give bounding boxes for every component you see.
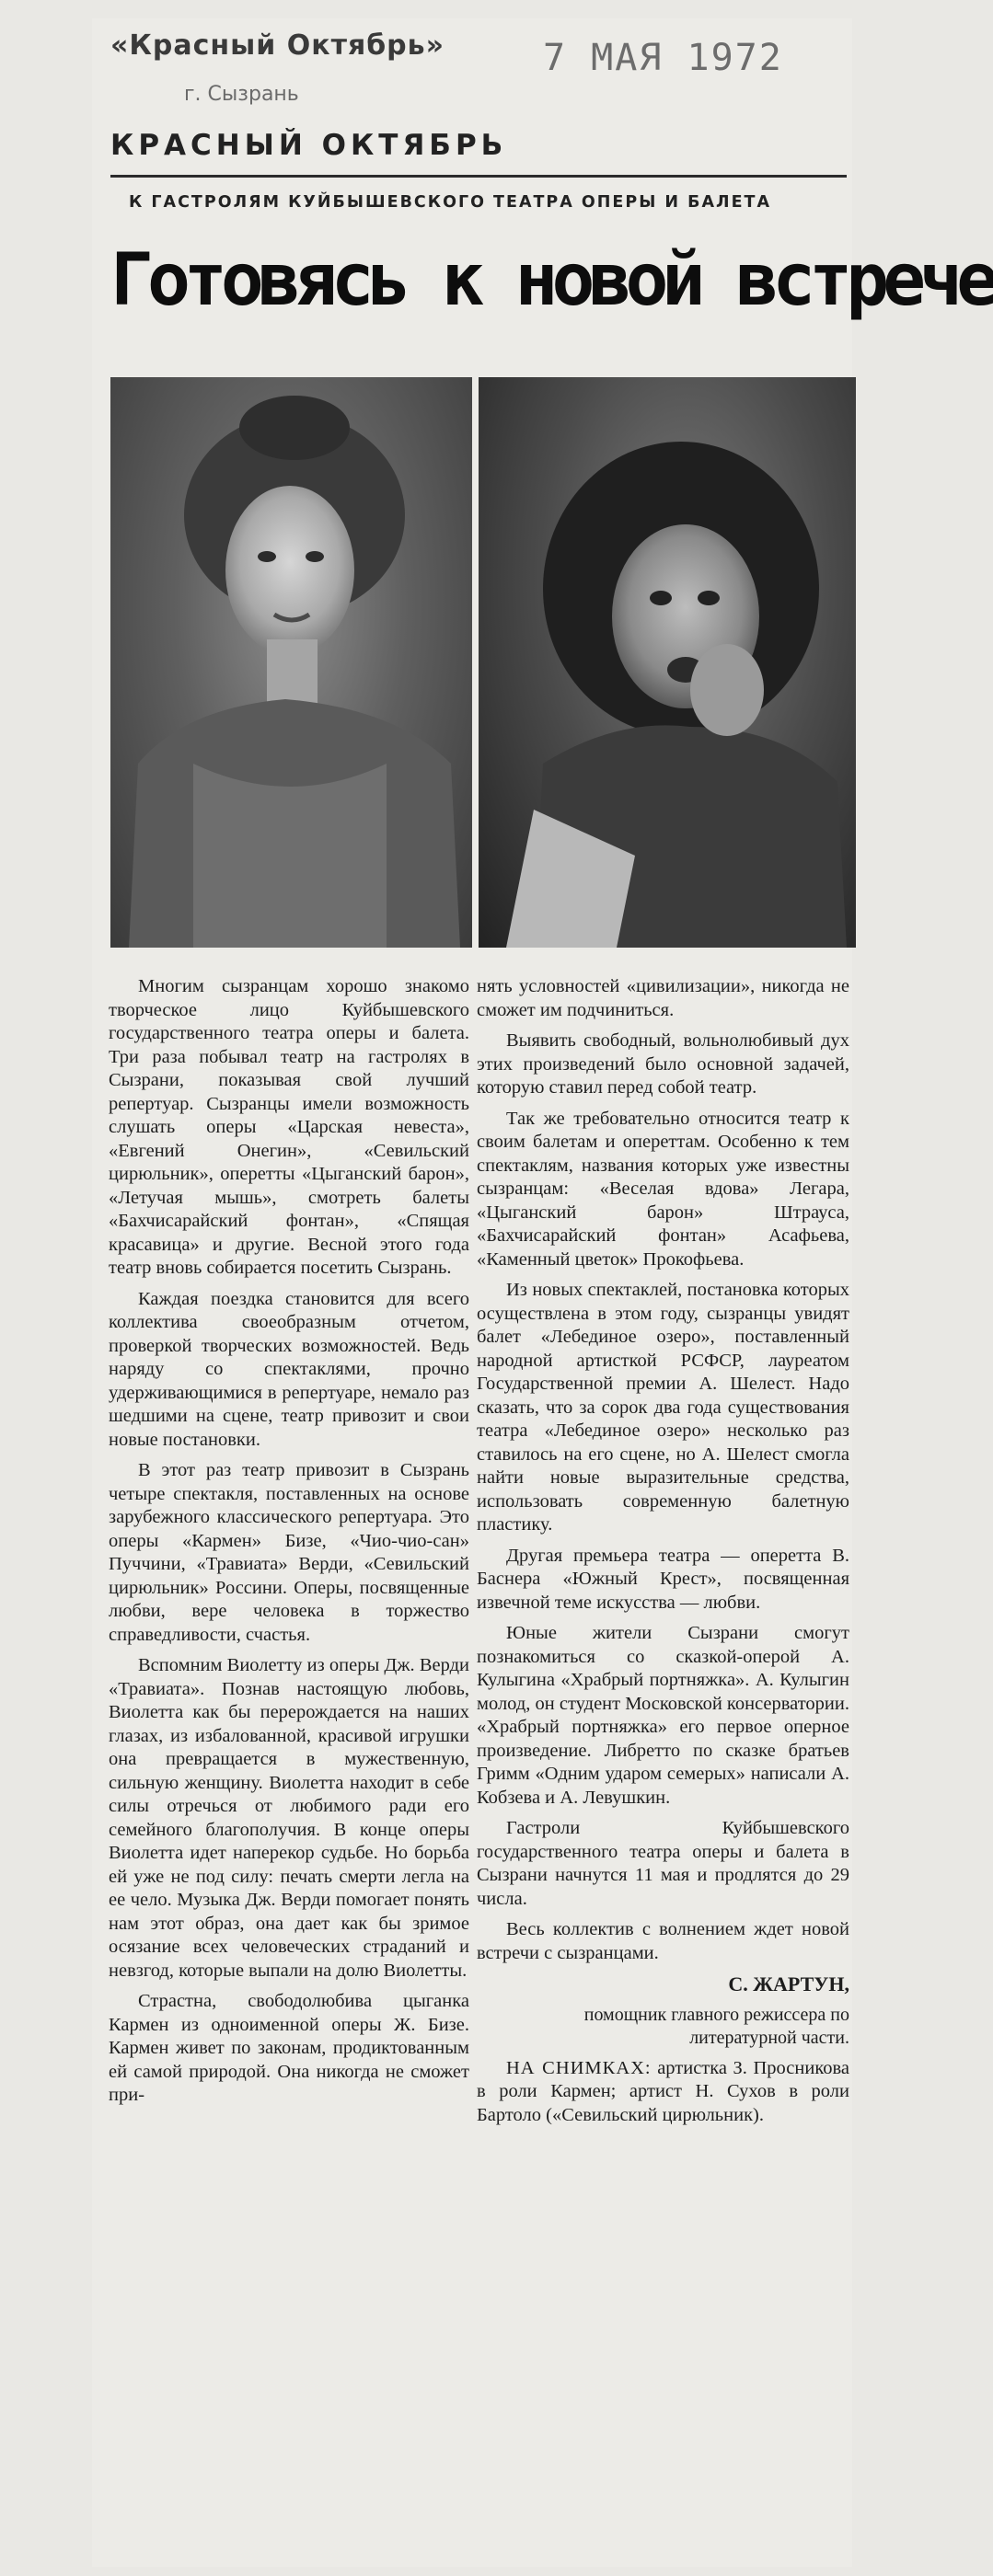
masthead-rule [110, 175, 847, 178]
article-column-right [477, 975, 849, 2134]
author-position: помощник главного режиссера по литературной части. [583, 2004, 849, 2048]
photo-carmen [110, 377, 472, 948]
article-paragraph: В этот раз театр привозит в Сызрань четыре спектакля, поставленных на основе зарубежного классического репертуара. Это оперы «Кармен» Бизе, «Чио-чио-сан» Пуччини, «Травиата» Верди, «Севильский цирюльник» Россини. Оперы, посвященные любви, вере человека в торжество справедливости, счастья. [109, 1460, 469, 1645]
author-signature: С. ЖАРТУН, [728, 1972, 849, 1995]
section-kicker: К ГАСТРОЛЯМ КУЙБЫШЕВСКОГО ТЕАТРА ОПЕРЫ И БАЛЕТА [129, 193, 772, 212]
article-paragraph: нять условностей «цивилизации», никогда не сможет им подчиниться. [477, 976, 849, 1020]
article-paragraph: Юные жители Сызрани смогут познакомиться со сказкой-оперой А. Кулыгина «Храбрый портняжка». А. Кулыгин молод, он студент Московской консерватории. «Храбрый портняжка» его первое оперное произведение. Либретто по сказке братьев Гримм «Одним ударом семерых» написали А. Кобзева и А. Левушкин. [477, 1623, 849, 1808]
photo-caption-label: НА СНИМКАХ: [506, 2057, 652, 2078]
date-stamp: 7 МАЯ 1972 [543, 37, 783, 79]
photo-bartolo-illustration [479, 377, 856, 948]
article-column-left [109, 975, 469, 2115]
photo-caption-text: артистка З. Просникова в роли Кармен; артист Н. Сухов в роли Бартоло («Севильский цирюльник). [477, 2057, 849, 2125]
article-paragraph: Весь коллектив с волнением ждет новой встречи с сызранцами. [477, 1919, 849, 1963]
article-paragraph: Вспомним Виолетту из оперы Дж. Верди «Травиата». Познав настоящую любовь, Виолетта как бы перерождается на наших глазах, из избалованной, красивой игрушки она превращается в мужественную, сильную женщину. Виолетта находит в себе силы отречься от любимого ради его семейного благополучия. В конце оперы Виолетта идет наперекор судьбе. Но борьба ей уже не под силу: печать смерти легла на ее чело. Музыка Дж. Верди помогает понять нам этот образ, она дает как бы зримое осязание всех человеческих страданий и невзгод, которые выпали на долю Виолетты. [109, 1655, 469, 1981]
photo-carmen-illustration [110, 377, 472, 948]
article-paragraph: Из новых спектаклей, постановка которых осуществлена в этом году, сызранцы увидят балет «Лебединое озеро», поставленный народной артисткой РСФСР, лауреатом Государственной премии А. Шелест. Надо сказать, что за сорок два года существования театра «Лебединое озеро» несколько раз ставилось на его сцене, но А. Шелест смогла найти новые выразительные средства, использовать современную балетную пластику. [477, 1280, 849, 1535]
article-paragraph: Каждая поездка становится для всего коллектива своеобразным отчетом, проверкой творческих возможностей. Ведь наряду со спектаклями, прочно удерживающимися в репертуаре, немало раз шедшими на сцене, театр привозит и свои новые постановки. [109, 1288, 469, 1450]
photo-caption [477, 2057, 849, 2128]
article-paragraph: Другая премьера театра — оперетта В. Баснера «Южный Крест», посвященная извечной теме искусства — любви. [477, 1545, 849, 1613]
article-paragraph: Гастроли Куйбышевского государственного театра оперы и балета в Сызрани начнутся 11 мая и продлятся до 29 числа. [477, 1818, 849, 1909]
article-paragraph: Многим сызранцам хорошо знакомо творческое лицо Куйбышевского государственного театра оперы и балета. Три раза побывал театр на гастролях в Сызрани, показывая свой лучший репертуар. Сызранцы имели возможность слушать оперы «Царская невеста», «Евгений Онегин», «Севильский цирюльник», оперетты «Цыганский барон», «Летучая мышь», смотреть балеты «Бахчисарайский фонтан», «Спящая красавица» и другие. Весной этого года театр вновь собирается посетить Сызрань. [109, 976, 469, 1278]
article-headline: Готовясь к новой встрече [110, 239, 993, 322]
article-paragraph: Страстна, свободолюбива цыганка Кармен из одноименной оперы Ж. Бизе. Кармен живет по законам, продиктованным ей самой природой. Она никогда не сможет при- [109, 1991, 469, 2105]
newspaper-title: КРАСНЫЙ ОКТЯБРЬ [110, 129, 508, 162]
article-paragraph: Так же требовательно относится театр к своим балетам и опереттам. Особенно к тем спектаклям, названия которых уже известны сызранцам: «Веселая вдова» Легара, «Цыганский барон» Штрауса, «Бахчисарайский фонтан» Асафьева, «Каменный цветок» Прокофьева. [477, 1108, 849, 1270]
article-paragraph: Выявить свободный, вольнолюбивый дух этих произведений было основной задачей, которую ставил перед собой театр. [477, 1030, 849, 1098]
photo-bartolo [479, 377, 856, 948]
newspaper-stamp: «Красный Октябрь» [110, 29, 445, 62]
city-stamp: г. Сызрань [184, 83, 299, 106]
